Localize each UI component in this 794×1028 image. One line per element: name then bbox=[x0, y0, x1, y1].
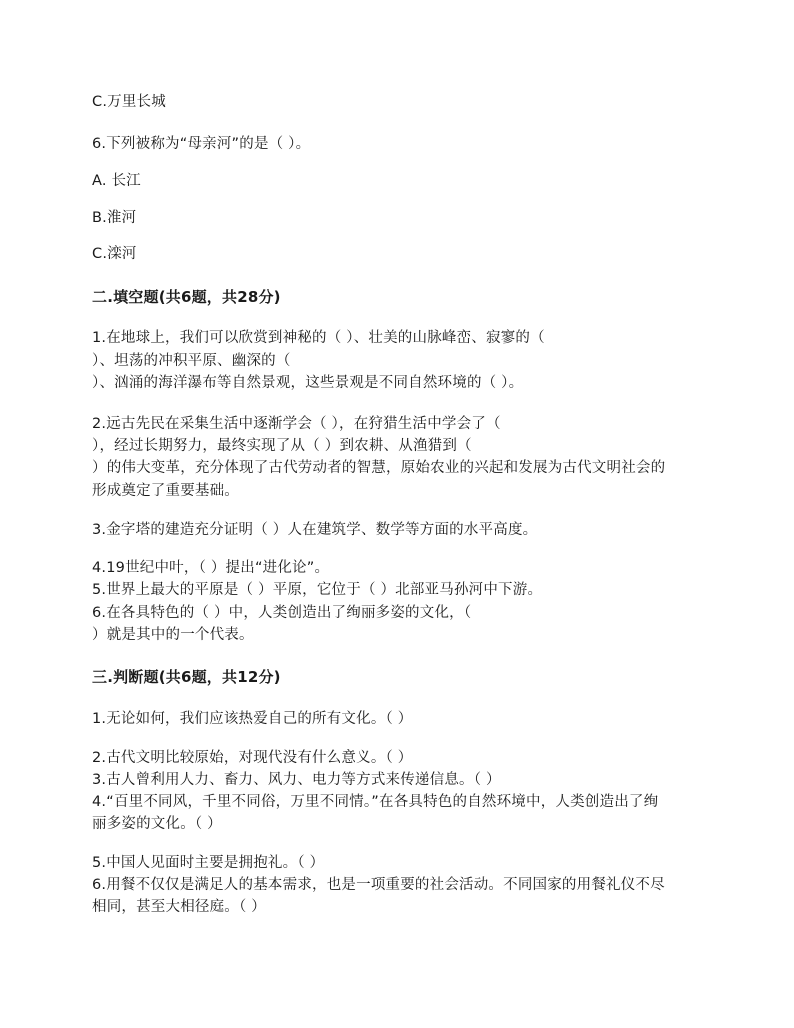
fill-q6-line1: 6.在各具特色的（ ）中，人类创造出了绚丽多姿的文化，（ bbox=[92, 605, 472, 621]
fill-q1-line3: ）、汹涌的海洋瀑布等自然景观，这些景观是不同自然环境的（ ）。 bbox=[92, 375, 524, 391]
judge-q1: 1.无论如何，我们应该热爱自己的所有文化。（ ） bbox=[92, 711, 413, 727]
fill-q2-line1: 2.远古先民在采集生活中逐渐学会（ ），在狩猎生活中学会了（ bbox=[92, 416, 501, 432]
option-a: A. 长江 bbox=[92, 173, 141, 189]
option-c: C.滦河 bbox=[92, 246, 137, 262]
fill-q2-line2: ），经过长期努力，最终实现了从（ ）到农耕、从渔猎到（ bbox=[92, 438, 472, 454]
judge-q6-line1: 6.用餐不仅仅是满足人的基本需求，也是一项重要的社会活动。不同国家的用餐礼仪不尽 bbox=[92, 877, 665, 893]
judge-q4-line1: 4.“百里不同风，千里不同俗，万里不同情。”在各具特色的自然环境中，人类创造出了绚 bbox=[92, 794, 659, 810]
fill-q4: 4.19世纪中叶，（ ）提出“进化论”。 bbox=[92, 560, 330, 576]
fill-q1-line2: ）、坦荡的冲积平原、幽深的（ bbox=[92, 353, 291, 369]
option-b: B.淮河 bbox=[92, 210, 137, 226]
section-3-heading: 三.判断题(共6题，共12分) bbox=[92, 668, 281, 686]
judge-q4-line2: 丽多姿的文化。（ ） bbox=[92, 816, 222, 832]
fill-q1-line1: 1.在地球上，我们可以欣赏到神秘的（ ）、壮美的山脉峰峦、寂寥的（ bbox=[92, 330, 545, 346]
fill-q2-line3: ）的伟大变革，充分体现了古代劳动者的智慧，原始农业的兴起和发展为古代文明社会的 bbox=[92, 460, 666, 476]
fill-q3: 3.金字塔的建造充分证明（ ）人在建筑学、数学等方面的水平高度。 bbox=[92, 522, 538, 538]
judge-q5: 5.中国人见面时主要是拥抱礼。（ ） bbox=[92, 855, 325, 871]
judge-q3: 3.古人曾利用人力、畜力、风力、电力等方式来传递信息。（ ） bbox=[92, 772, 501, 788]
fill-q5: 5.世界上最大的平原是（ ）平原，它位于（ ）北部亚马孙河中下游。 bbox=[92, 582, 543, 598]
section-2-heading: 二.填空题(共6题，共28分) bbox=[92, 288, 281, 306]
question-6: 6.下列被称为“母亲河”的是（ ）。 bbox=[92, 136, 311, 152]
judge-q6-line2: 相同，甚至大相径庭。（ ） bbox=[92, 899, 266, 915]
fill-q6-line2: ）就是其中的一个代表。 bbox=[92, 627, 254, 643]
option-c-great-wall: C.万里长城 bbox=[92, 94, 166, 110]
fill-q2-line4: 形成奠定了重要基础。 bbox=[92, 483, 239, 499]
judge-q2: 2.古代文明比较原始，对现代没有什么意义。（ ） bbox=[92, 750, 413, 766]
